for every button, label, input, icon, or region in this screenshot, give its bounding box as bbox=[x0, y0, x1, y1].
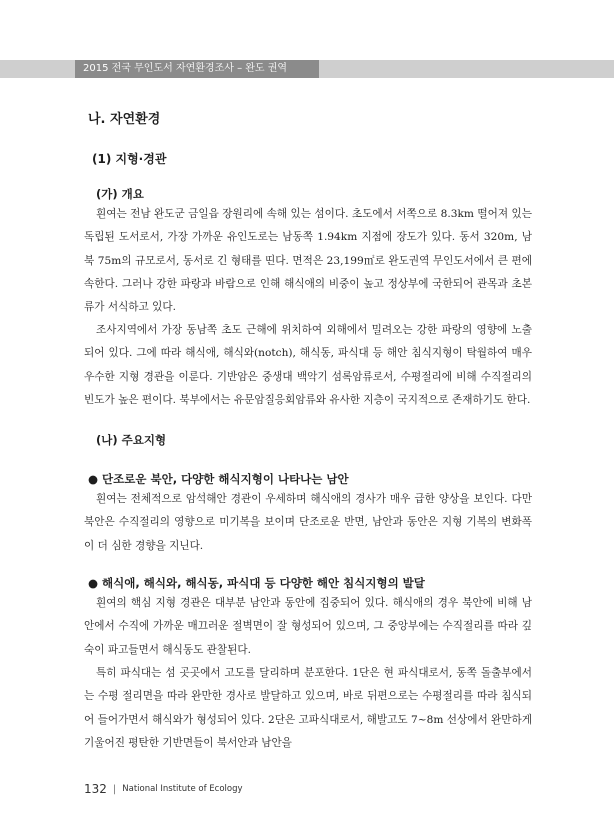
running-header: 2015 전국 무인도서 자연환경조사 – 완도 권역 bbox=[75, 60, 319, 78]
item-heading-overview: (가) 개요 bbox=[96, 187, 144, 201]
paragraph-5: 특히 파식대는 섬 곳곳에서 고도를 달리하며 분포한다. 1단은 현 파식대로서, 동쪽 돌출부에서는 수평 절리면을 따라 완만한 경사로 발달하고 있으며, 바로 뒤편으로는 수평절리를 따라 침식되어 들어가면서 해식와가 형성되어 있다. 2단은 고파식대로서, 해발고도 7~8m 선상에서 완만하게 기울어진 평탄한 기반면들이 북서안과 남안을 bbox=[84, 667, 532, 749]
footer-separator: | bbox=[112, 783, 117, 795]
bullet-icon: ● bbox=[88, 576, 103, 590]
section-title: 나. 자연환경 bbox=[88, 112, 161, 127]
item-heading-main-landforms: (나) 주요지형 bbox=[96, 433, 167, 447]
bullet-icon: ● bbox=[88, 472, 103, 486]
paragraph-2: 조사지역에서 가장 동남쪽 초도 근해에 위치하여 외해에서 밀려오는 강한 파랑의 영향에 노출되어 있다. 그에 따라 해식애, 해식와(notch), 해식동, 파식대 등 해안 침식지형이 탁월하여 매우 우수한 지형 경관을 이룬다. 기반암은 중생대 백악기 섬록암류로서, 수평절리에 비해 수직절리의 빈도가 높은 편이다. 북부에서는 유문암질응회암류와 유사한 지층이 국지적으로 존재하기도 한다. bbox=[84, 324, 532, 406]
bullet-heading-1 bbox=[88, 471, 349, 487]
bullet-heading-2-text: 해식애, 해식와, 해식동, 파식대 등 다양한 해안 침식지형의 발달 bbox=[102, 576, 425, 590]
subsection-title: (1) 지형·경관 bbox=[92, 152, 167, 166]
paragraph-3: 흰여는 전체적으로 암석해안 경관이 우세하며 해식애의 경사가 매우 급한 양상을 보인다. 다만 북안은 수직절리의 영향으로 미기복을 보이며 단조로운 반면, 남안과 동안은 지형 기복의 변화폭이 더 심한 경향을 지닌다. bbox=[84, 493, 532, 552]
bullet-heading-2 bbox=[88, 575, 425, 591]
page-number: 132 bbox=[84, 782, 107, 796]
bullet-heading-1-text: 단조로운 북안, 다양한 해식지형이 나타나는 남안 bbox=[102, 472, 349, 486]
publisher-name: National Institute of Ecology bbox=[122, 784, 243, 794]
paragraph-4: 흰여의 핵심 지형 경관은 대부분 남안과 동안에 집중되어 있다. 해식애의 경우 북안에 비해 남안에서 수직에 가까운 매끄러운 절벽면이 잘 형성되어 있으며, 그 중앙부에는 수직절리를 따라 깊숙이 파고들면서 해식동도 관찰된다. bbox=[84, 597, 532, 656]
page-footer bbox=[84, 780, 243, 798]
paragraph-1: 흰여는 전남 완도군 금일읍 장원리에 속해 있는 섬이다. 초도에서 서쪽으로 8.3km 떨어져 있는 독립된 도서로서, 가장 가까운 유인도로는 남동쪽 1.94km 지점에 장도가 있다. 동서 320m, 남북 75m의 규모로서, 동서로 긴 형태를 띤다. 면적은 23,199㎡로 완도권역 무인도서에서 큰 편에 속한다. 그러나 강한 파랑과 바람으로 인해 해식애의 비중이 높고 정상부에 국한되어 관목과 초본류가 서식하고 있다. bbox=[84, 208, 532, 314]
